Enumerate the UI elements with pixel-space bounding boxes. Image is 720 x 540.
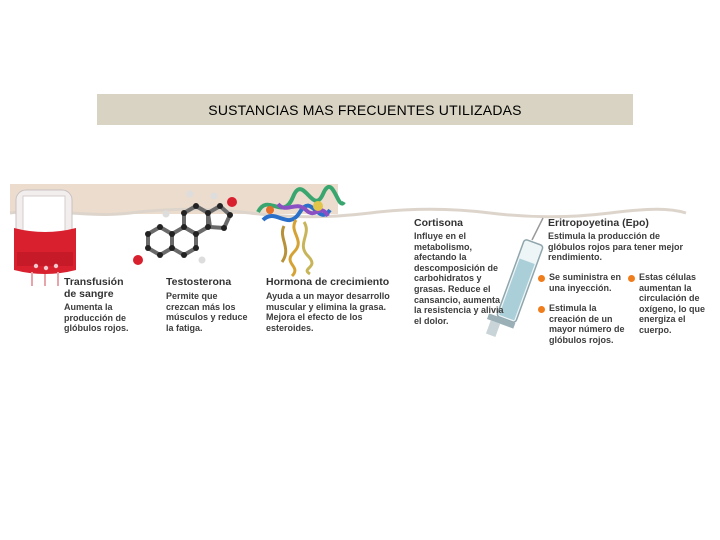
blood-bag-icon — [12, 188, 78, 288]
item-title-testosterone: Testosterona — [166, 276, 232, 288]
substances-infographic — [10, 184, 706, 364]
item-text-growth-hormone: Ayuda a un mayor desarrollo muscular y elimina la grasa. Mejora el efecto de los esteroides. — [266, 291, 390, 333]
item-title-growth-hormone: Hormona de crecimiento — [266, 276, 390, 288]
protein-structure-icon — [248, 182, 348, 278]
item-title-epo: Eritropoyetina (Epo) — [548, 217, 649, 229]
slide-title: SUSTANCIAS MAS FRECUENTES UTILIZADAS — [208, 101, 522, 118]
epo-bullet-2: Estimula la creación de un mayor número de glóbulos rojos. — [549, 303, 625, 345]
item-text-testosterone: Permite que crezcan más los músculos y reduce la fatiga. — [166, 291, 248, 333]
bullet-marker — [628, 275, 635, 282]
bullet-marker — [538, 306, 545, 313]
item-text-cortisone: Influye en el metabolismo, afectando la descomposición de carbohidratos y grasas. Reduce el cansancio, aumenta la resistencia y alivia el dolor. — [414, 231, 504, 326]
molecule-icon — [126, 190, 236, 270]
item-text-transfusion: Aumenta la producción de glóbulos rojos. — [64, 302, 129, 334]
bullet-marker — [538, 275, 545, 282]
slide-title-bar — [97, 94, 633, 125]
item-text-epo: Estimula la producción de glóbulos rojos para tener mejor rendimiento. — [548, 231, 684, 263]
epo-bullet-3: Estas células aumentan la circulación de oxígeno, lo que energiza el cuerpo. — [639, 272, 706, 335]
item-title-transfusion: Transfusión de sangre — [64, 276, 124, 300]
item-title-cortisone: Cortisona — [414, 217, 464, 229]
epo-bullet-1: Se suministra en una inyección. — [549, 272, 622, 293]
